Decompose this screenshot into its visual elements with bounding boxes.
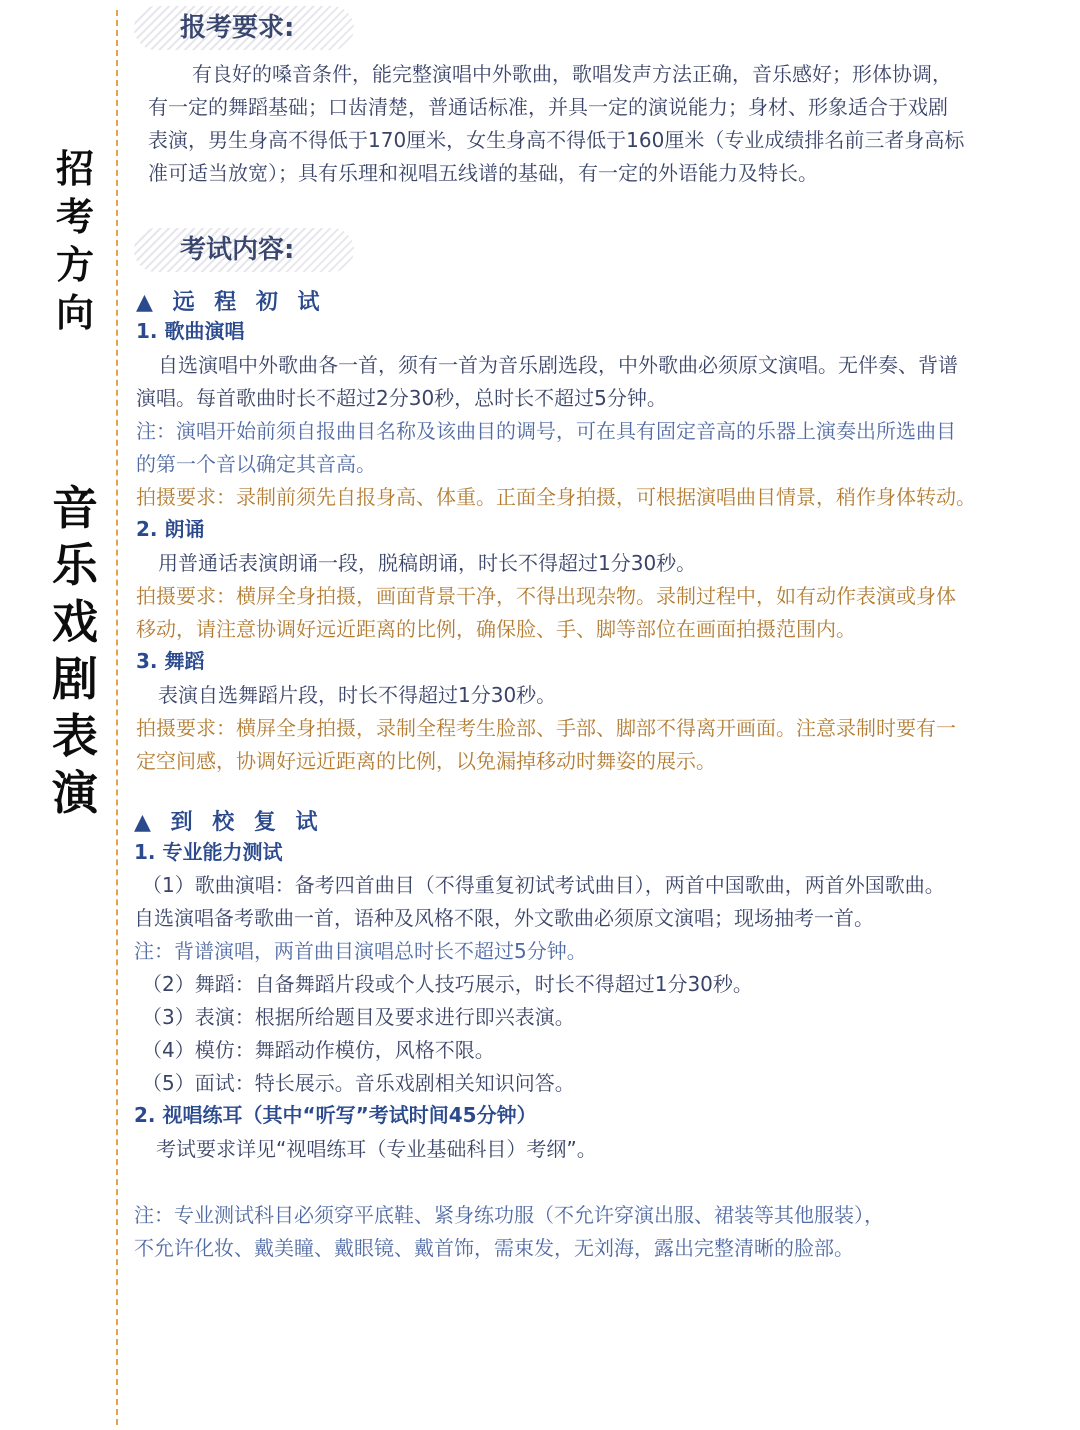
ability-singing-note: 注：背谱演唱，两首曲目演唱总时长不超过5分钟。	[134, 939, 587, 963]
final-note-line: 注：专业测试科目必须穿平底鞋、紧身练功服（不允许穿演出服、裙装等其他服装），	[134, 1203, 884, 1227]
sidebar-major-name	[40, 480, 110, 822]
dashed-divider	[116, 10, 118, 1425]
dance-title: 3. 舞蹈	[136, 649, 205, 673]
sidebar-char: 考	[55, 194, 94, 239]
recitation-shoot-line: 拍摄要求：横屏全身拍摄，画面背景干净，不得出现杂物。录制过程中，如有动作表演或身体	[136, 584, 956, 608]
sidebar-char: 表	[52, 709, 98, 763]
ear-training-line: 考试要求详见“视唱练耳（专业基础科目）考纲”。	[156, 1137, 597, 1161]
sidebar-char: 戏	[52, 595, 98, 649]
final-note-line: 不允许化妆、戴美瞳、戴眼镜、戴首饰，需束发，无刘海，露出完整清晰的脸部。	[134, 1236, 854, 1260]
ability-item: （3）表演：根据所给题目及要求进行即兴表演。	[142, 1005, 575, 1029]
requirements-line: 表演，男生身高不得低于170厘米，女生身高不得低于160厘米（专业成绩排名前三者身高标	[148, 128, 965, 152]
preliminary-heading: ▲ 远 程 初 试	[136, 290, 326, 315]
ability-item: （5）面试：特长展示。音乐戏剧相关知识问答。	[142, 1071, 575, 1095]
recitation-shoot-line: 移动，请注意协调好远近距离的比例，确保脸、手、脚等部位在画面拍摄范围内。	[136, 617, 856, 641]
recitation-line: 用普通话表演朗诵一段，脱稿朗诵，时长不得超过1分30秒。	[158, 551, 697, 575]
requirements-line: 有一定的舞蹈基础；口齿清楚，普通话标准，并具一定的演说能力；身材、形象适合于戏剧	[148, 95, 948, 119]
ear-training-title: 2. 视唱练耳（其中“听写”考试时间45分钟）	[134, 1103, 537, 1127]
requirements-line: 准可适当放宽）；具有乐理和视唱五线谱的基础，有一定的外语能力及特长。	[148, 161, 818, 185]
ability-singing-line: 自选演唱备考歌曲一首，语种及风格不限，外文歌曲必须原文演唱；现场抽考一首。	[134, 906, 874, 930]
retest-heading: ▲ 到 校 复 试	[134, 810, 324, 835]
sidebar-char: 剧	[52, 652, 98, 706]
recitation-title: 2. 朗诵	[136, 517, 205, 541]
sidebar-char: 演	[52, 766, 98, 820]
sidebar-char: 向	[55, 290, 94, 335]
singing-note-line: 注：演唱开始前须自报曲目名称及该曲目的调号，可在具有固定音高的乐器上演奏出所选曲目	[136, 419, 956, 443]
exam-content-heading	[134, 228, 354, 272]
singing-line: 演唱。每首歌曲时长不超过2分30秒，总时长不超过5分钟。	[136, 386, 667, 410]
ability-item: （2）舞蹈：自备舞蹈片段或个人技巧展示，时长不得超过1分30秒。	[142, 972, 753, 996]
singing-line: 自选演唱中外歌曲各一首，须有一首为音乐剧选段，中外歌曲必须原文演唱。无伴奏、背谱	[158, 353, 958, 377]
singing-title: 1. 歌曲演唱	[136, 319, 245, 343]
sidebar-char: 乐	[52, 538, 98, 592]
dance-line: 表演自选舞蹈片段，时长不得超过1分30秒。	[158, 683, 557, 707]
dance-shoot-line: 拍摄要求：横屏全身拍摄，录制全程考生脸部、手部、脚部不得离开画面。注意录制时要有一	[136, 716, 956, 740]
sidebar-char: 招	[55, 146, 94, 191]
requirements-title: 报考要求:	[180, 13, 295, 43]
sidebar-char: 音	[52, 481, 98, 535]
requirements-line: 有良好的嗓音条件，能完整演唱中外歌曲，歌唱发声方法正确，音乐感好；形体协调，	[192, 62, 952, 86]
ability-singing-line: （1）歌曲演唱：备考四首曲目（不得重复初试考试曲目），两首中国歌曲，两首外国歌曲。	[142, 873, 945, 897]
sidebar-enrollment-direction	[40, 145, 110, 337]
singing-shoot-requirement: 拍摄要求：录制前须先自报身高、体重。正面全身拍摄，可根据演唱曲目情景，稍作身体转动。	[136, 485, 976, 509]
singing-note-line: 的第一个音以确定其音高。	[136, 452, 376, 476]
exam-content-title: 考试内容:	[180, 235, 295, 265]
ability-item: （4）模仿：舞蹈动作模仿，风格不限。	[142, 1038, 495, 1062]
ability-test-title: 1. 专业能力测试	[134, 840, 283, 864]
requirements-heading	[134, 6, 354, 50]
dance-shoot-line: 定空间感，协调好远近距离的比例，以免漏掉移动时舞姿的展示。	[136, 749, 716, 773]
sidebar-char: 方	[55, 242, 94, 287]
